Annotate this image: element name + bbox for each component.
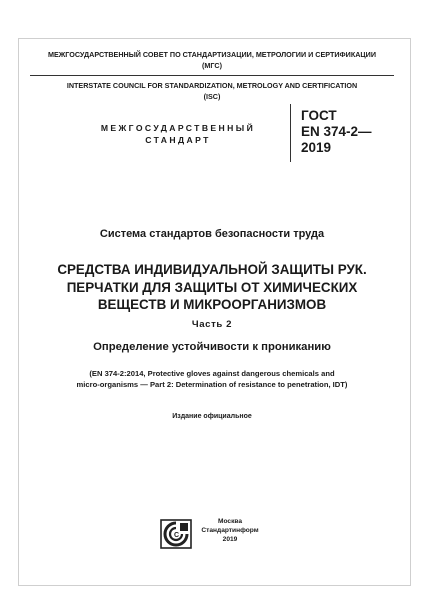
gost-number: EN 374-2— xyxy=(301,124,372,139)
publisher-city: Москва xyxy=(217,518,243,525)
system-title: Система стандартов безопасности труда xyxy=(99,228,325,240)
gost-designation xyxy=(290,104,390,162)
publisher-block xyxy=(160,517,270,557)
standard-type-line2: СТАНДАРТ xyxy=(145,135,211,145)
standard-type xyxy=(88,122,268,146)
publisher-year: 2019 xyxy=(222,536,238,543)
standard-header xyxy=(30,104,394,164)
official-edition: Издание официальное xyxy=(172,413,252,420)
main-title-line3: ВЕЩЕСТВ И МИКРООРГАНИЗМОВ xyxy=(97,297,327,312)
main-title xyxy=(30,261,394,314)
equivalent-line2: micro-organisms — Part 2: Determination of resistance to penetration, IDT) xyxy=(76,380,348,389)
standard-type-line1: МЕЖГОСУДАРСТВЕННЫЙ xyxy=(100,123,256,133)
part-number: Часть 2 xyxy=(191,319,233,330)
council-divider xyxy=(30,75,394,76)
equivalent-standard xyxy=(30,368,394,390)
main-title-line1: СРЕДСТВА ИНДИВИДУАЛЬНОЙ ЗАЩИТЫ РУК. xyxy=(57,262,367,277)
council-name-ru: МЕЖГОСУДАРСТВЕННЫЙ СОВЕТ ПО СТАНДАРТИЗАЦИИ, МЕТРОЛОГИИ И СЕРТИФИКАЦИИ xyxy=(47,50,377,59)
council-name-en: INTERSTATE COUNCIL FOR STANDARDIZATION, METROLOGY AND CERTIFICATION xyxy=(66,81,358,90)
council-abbr-ru: (МГС) xyxy=(202,60,222,70)
council-block xyxy=(30,50,394,102)
gost-label: ГОСТ xyxy=(301,108,337,123)
standartinform-logo-icon xyxy=(160,519,192,549)
svg-text:С: С xyxy=(174,532,180,539)
subtitle: Определение устойчивости к прониканию xyxy=(93,341,331,353)
council-abbr-en: (ISC) xyxy=(203,91,221,101)
publisher-name: Стандартинформ xyxy=(201,527,259,534)
main-title-line2: ПЕРЧАТКИ ДЛЯ ЗАЩИТЫ ОТ ХИМИЧЕСКИХ xyxy=(66,279,358,295)
gost-year: 2019 xyxy=(301,140,332,155)
publisher-text xyxy=(190,517,270,544)
equivalent-line1: (EN 374-2:2014, Protective gloves against dangerous chemicals and xyxy=(89,369,335,378)
